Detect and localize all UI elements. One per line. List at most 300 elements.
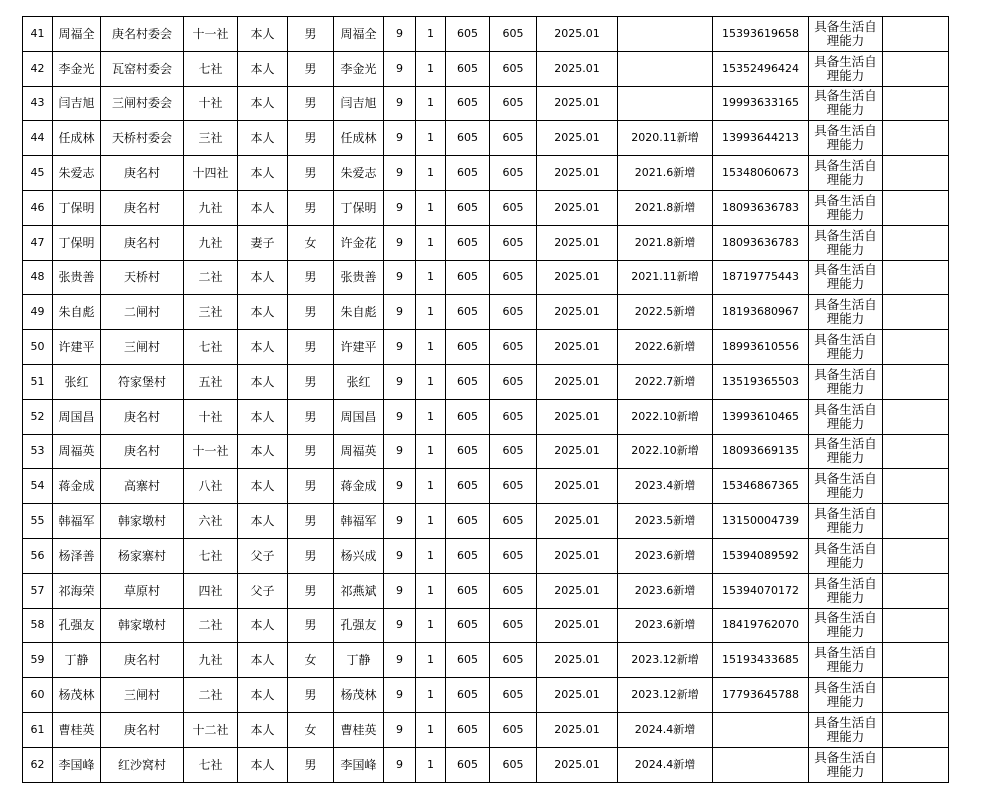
cell-village: 红沙窝村 <box>101 747 184 782</box>
cell-note: 2020.11新增 <box>618 121 713 156</box>
cell-remark <box>883 678 949 713</box>
cell-phone: 17793645788 <box>713 678 809 713</box>
table-row <box>23 504 949 539</box>
cell-applicant-name: 朱自彪 <box>53 295 101 330</box>
cell-remark <box>883 608 949 643</box>
cell-remark <box>883 747 949 782</box>
cell-phone: 18093636783 <box>713 190 809 225</box>
cell-value-b: 1 <box>416 747 446 782</box>
cell-ability: 具备生活自理能力 <box>809 156 883 191</box>
cell-value-b: 1 <box>416 17 446 52</box>
cell-group: 三社 <box>184 295 238 330</box>
cell-member-name: 朱自彪 <box>334 295 384 330</box>
records-table-body <box>23 17 949 783</box>
cell-gender: 男 <box>288 51 334 86</box>
cell-amount-b: 605 <box>490 190 537 225</box>
cell-note: 2023.6新增 <box>618 608 713 643</box>
cell-member-name: 曹桂英 <box>334 712 384 747</box>
cell-date: 2025.01 <box>537 260 618 295</box>
cell-member-name: 韩福军 <box>334 504 384 539</box>
cell-note <box>618 86 713 121</box>
cell-row-number: 44 <box>23 121 53 156</box>
cell-ability: 具备生活自理能力 <box>809 678 883 713</box>
cell-relation: 本人 <box>238 747 288 782</box>
cell-applicant-name: 丁静 <box>53 643 101 678</box>
cell-ability: 具备生活自理能力 <box>809 573 883 608</box>
cell-remark <box>883 399 949 434</box>
cell-remark <box>883 51 949 86</box>
cell-value-b: 1 <box>416 643 446 678</box>
cell-value-a: 9 <box>384 608 416 643</box>
cell-amount-a: 605 <box>446 399 490 434</box>
cell-gender: 男 <box>288 17 334 52</box>
cell-gender: 女 <box>288 225 334 260</box>
cell-date: 2025.01 <box>537 608 618 643</box>
cell-remark <box>883 538 949 573</box>
cell-amount-b: 605 <box>490 364 537 399</box>
cell-value-a: 9 <box>384 538 416 573</box>
cell-note: 2023.5新增 <box>618 504 713 539</box>
cell-amount-b: 605 <box>490 643 537 678</box>
cell-note: 2023.6新增 <box>618 573 713 608</box>
cell-village: 庚名村 <box>101 643 184 678</box>
cell-date: 2025.01 <box>537 86 618 121</box>
records-table <box>22 16 949 783</box>
cell-village: 庚名村 <box>101 190 184 225</box>
cell-remark <box>883 17 949 52</box>
cell-value-a: 9 <box>384 17 416 52</box>
cell-value-a: 9 <box>384 747 416 782</box>
cell-note: 2023.4新增 <box>618 469 713 504</box>
cell-value-b: 1 <box>416 712 446 747</box>
cell-applicant-name: 周福英 <box>53 434 101 469</box>
cell-village: 高寨村 <box>101 469 184 504</box>
cell-relation: 本人 <box>238 295 288 330</box>
table-row <box>23 643 949 678</box>
cell-remark <box>883 434 949 469</box>
cell-remark <box>883 86 949 121</box>
table-row <box>23 121 949 156</box>
cell-phone <box>713 712 809 747</box>
cell-village: 三闸村委会 <box>101 86 184 121</box>
cell-amount-b: 605 <box>490 260 537 295</box>
cell-gender: 男 <box>288 156 334 191</box>
cell-value-a: 9 <box>384 190 416 225</box>
cell-remark <box>883 504 949 539</box>
cell-applicant-name: 杨泽善 <box>53 538 101 573</box>
cell-relation: 本人 <box>238 190 288 225</box>
cell-relation: 本人 <box>238 434 288 469</box>
cell-note: 2021.8新增 <box>618 225 713 260</box>
cell-value-a: 9 <box>384 678 416 713</box>
cell-amount-b: 605 <box>490 573 537 608</box>
cell-note: 2022.10新增 <box>618 399 713 434</box>
cell-note: 2024.4新增 <box>618 712 713 747</box>
cell-member-name: 朱爱志 <box>334 156 384 191</box>
cell-phone: 15193433685 <box>713 643 809 678</box>
cell-village: 庚名村委会 <box>101 17 184 52</box>
cell-row-number: 48 <box>23 260 53 295</box>
cell-value-a: 9 <box>384 573 416 608</box>
cell-note: 2023.12新增 <box>618 643 713 678</box>
cell-ability: 具备生活自理能力 <box>809 121 883 156</box>
cell-relation: 本人 <box>238 678 288 713</box>
cell-member-name: 李金光 <box>334 51 384 86</box>
cell-member-name: 孔强友 <box>334 608 384 643</box>
cell-village: 庚名村 <box>101 712 184 747</box>
cell-value-b: 1 <box>416 225 446 260</box>
cell-group: 十一社 <box>184 434 238 469</box>
cell-row-number: 59 <box>23 643 53 678</box>
cell-amount-b: 605 <box>490 469 537 504</box>
cell-phone: 19993633165 <box>713 86 809 121</box>
cell-relation: 本人 <box>238 86 288 121</box>
cell-note: 2021.6新增 <box>618 156 713 191</box>
cell-gender: 男 <box>288 538 334 573</box>
table-row <box>23 156 949 191</box>
cell-note <box>618 51 713 86</box>
cell-row-number: 47 <box>23 225 53 260</box>
cell-amount-a: 605 <box>446 190 490 225</box>
cell-note <box>618 17 713 52</box>
cell-applicant-name: 曹桂英 <box>53 712 101 747</box>
cell-applicant-name: 李金光 <box>53 51 101 86</box>
table-row <box>23 295 949 330</box>
cell-relation: 本人 <box>238 643 288 678</box>
cell-amount-a: 605 <box>446 538 490 573</box>
cell-amount-a: 605 <box>446 678 490 713</box>
cell-village: 符家堡村 <box>101 364 184 399</box>
cell-value-a: 9 <box>384 643 416 678</box>
cell-applicant-name: 闫吉旭 <box>53 86 101 121</box>
cell-group: 十社 <box>184 399 238 434</box>
cell-amount-a: 605 <box>446 330 490 365</box>
cell-value-b: 1 <box>416 295 446 330</box>
cell-value-b: 1 <box>416 678 446 713</box>
cell-gender: 男 <box>288 399 334 434</box>
cell-ability: 具备生活自理能力 <box>809 712 883 747</box>
cell-group: 十二社 <box>184 712 238 747</box>
cell-gender: 男 <box>288 747 334 782</box>
cell-amount-a: 605 <box>446 17 490 52</box>
cell-date: 2025.01 <box>537 225 618 260</box>
cell-gender: 男 <box>288 469 334 504</box>
cell-ability: 具备生活自理能力 <box>809 86 883 121</box>
cell-group: 四社 <box>184 573 238 608</box>
cell-village: 天桥村委会 <box>101 121 184 156</box>
cell-date: 2025.01 <box>537 51 618 86</box>
cell-ability: 具备生活自理能力 <box>809 51 883 86</box>
cell-remark <box>883 156 949 191</box>
cell-phone: 18093636783 <box>713 225 809 260</box>
cell-value-b: 1 <box>416 573 446 608</box>
cell-amount-b: 605 <box>490 330 537 365</box>
cell-ability: 具备生活自理能力 <box>809 434 883 469</box>
cell-member-name: 祁燕斌 <box>334 573 384 608</box>
cell-gender: 男 <box>288 608 334 643</box>
table-row <box>23 364 949 399</box>
cell-row-number: 41 <box>23 17 53 52</box>
cell-value-a: 9 <box>384 260 416 295</box>
cell-amount-b: 605 <box>490 434 537 469</box>
cell-ability: 具备生活自理能力 <box>809 643 883 678</box>
cell-group: 七社 <box>184 538 238 573</box>
cell-row-number: 53 <box>23 434 53 469</box>
cell-phone: 15346867365 <box>713 469 809 504</box>
cell-amount-a: 605 <box>446 121 490 156</box>
cell-phone: 13150004739 <box>713 504 809 539</box>
cell-ability: 具备生活自理能力 <box>809 330 883 365</box>
cell-member-name: 蒋金成 <box>334 469 384 504</box>
table-row <box>23 747 949 782</box>
cell-group: 十一社 <box>184 17 238 52</box>
cell-ability: 具备生活自理能力 <box>809 608 883 643</box>
cell-phone: 13993644213 <box>713 121 809 156</box>
cell-member-name: 张贵善 <box>334 260 384 295</box>
cell-remark <box>883 260 949 295</box>
cell-phone: 18993610556 <box>713 330 809 365</box>
cell-row-number: 49 <box>23 295 53 330</box>
cell-village: 庚名村 <box>101 156 184 191</box>
cell-value-a: 9 <box>384 121 416 156</box>
table-row <box>23 330 949 365</box>
cell-gender: 男 <box>288 86 334 121</box>
cell-member-name: 闫吉旭 <box>334 86 384 121</box>
cell-value-a: 9 <box>384 156 416 191</box>
table-row <box>23 434 949 469</box>
cell-date: 2025.01 <box>537 712 618 747</box>
cell-remark <box>883 573 949 608</box>
cell-amount-a: 605 <box>446 573 490 608</box>
cell-remark <box>883 364 949 399</box>
cell-ability: 具备生活自理能力 <box>809 399 883 434</box>
cell-amount-b: 605 <box>490 399 537 434</box>
cell-relation: 父子 <box>238 573 288 608</box>
cell-gender: 男 <box>288 295 334 330</box>
cell-group: 九社 <box>184 190 238 225</box>
cell-group: 二社 <box>184 608 238 643</box>
cell-group: 七社 <box>184 330 238 365</box>
cell-note: 2023.6新增 <box>618 538 713 573</box>
cell-value-b: 1 <box>416 399 446 434</box>
table-row <box>23 86 949 121</box>
cell-group: 九社 <box>184 225 238 260</box>
cell-phone: 15393619658 <box>713 17 809 52</box>
cell-group: 十社 <box>184 86 238 121</box>
cell-gender: 男 <box>288 678 334 713</box>
cell-member-name: 杨兴成 <box>334 538 384 573</box>
cell-ability: 具备生活自理能力 <box>809 747 883 782</box>
cell-note: 2021.11新增 <box>618 260 713 295</box>
cell-amount-b: 605 <box>490 504 537 539</box>
cell-note: 2022.5新增 <box>618 295 713 330</box>
cell-amount-b: 605 <box>490 538 537 573</box>
cell-note: 2023.12新增 <box>618 678 713 713</box>
cell-row-number: 62 <box>23 747 53 782</box>
cell-member-name: 丁保明 <box>334 190 384 225</box>
cell-applicant-name: 杨茂林 <box>53 678 101 713</box>
cell-amount-a: 605 <box>446 504 490 539</box>
cell-phone: 15394070172 <box>713 573 809 608</box>
cell-group: 九社 <box>184 643 238 678</box>
cell-date: 2025.01 <box>537 504 618 539</box>
cell-gender: 女 <box>288 712 334 747</box>
cell-applicant-name: 丁保明 <box>53 225 101 260</box>
cell-remark <box>883 295 949 330</box>
cell-ability: 具备生活自理能力 <box>809 364 883 399</box>
cell-value-a: 9 <box>384 712 416 747</box>
cell-amount-b: 605 <box>490 121 537 156</box>
cell-relation: 本人 <box>238 364 288 399</box>
cell-gender: 男 <box>288 190 334 225</box>
cell-applicant-name: 李国峰 <box>53 747 101 782</box>
cell-applicant-name: 周福全 <box>53 17 101 52</box>
cell-phone: 13993610465 <box>713 399 809 434</box>
cell-applicant-name: 蒋金成 <box>53 469 101 504</box>
cell-date: 2025.01 <box>537 747 618 782</box>
cell-member-name: 周国昌 <box>334 399 384 434</box>
cell-relation: 本人 <box>238 121 288 156</box>
cell-group: 六社 <box>184 504 238 539</box>
cell-village: 庚名村 <box>101 434 184 469</box>
cell-ability: 具备生活自理能力 <box>809 295 883 330</box>
cell-row-number: 46 <box>23 190 53 225</box>
cell-value-b: 1 <box>416 538 446 573</box>
cell-gender: 男 <box>288 364 334 399</box>
cell-value-a: 9 <box>384 86 416 121</box>
cell-amount-b: 605 <box>490 156 537 191</box>
table-row <box>23 225 949 260</box>
cell-value-a: 9 <box>384 364 416 399</box>
cell-value-a: 9 <box>384 225 416 260</box>
cell-value-b: 1 <box>416 330 446 365</box>
cell-date: 2025.01 <box>537 573 618 608</box>
cell-member-name: 周福全 <box>334 17 384 52</box>
cell-group: 三社 <box>184 121 238 156</box>
cell-amount-a: 605 <box>446 156 490 191</box>
cell-amount-b: 605 <box>490 17 537 52</box>
cell-applicant-name: 孔强友 <box>53 608 101 643</box>
cell-value-b: 1 <box>416 504 446 539</box>
cell-phone: 18093669135 <box>713 434 809 469</box>
cell-date: 2025.01 <box>537 538 618 573</box>
cell-row-number: 58 <box>23 608 53 643</box>
cell-group: 十四社 <box>184 156 238 191</box>
cell-amount-a: 605 <box>446 643 490 678</box>
cell-member-name: 张红 <box>334 364 384 399</box>
cell-applicant-name: 韩福军 <box>53 504 101 539</box>
cell-ability: 具备生活自理能力 <box>809 225 883 260</box>
cell-value-b: 1 <box>416 364 446 399</box>
cell-applicant-name: 任成林 <box>53 121 101 156</box>
cell-amount-a: 605 <box>446 51 490 86</box>
cell-phone: 18419762070 <box>713 608 809 643</box>
table-row <box>23 399 949 434</box>
cell-gender: 女 <box>288 643 334 678</box>
table-row <box>23 17 949 52</box>
cell-ability: 具备生活自理能力 <box>809 260 883 295</box>
cell-relation: 本人 <box>238 399 288 434</box>
cell-value-a: 9 <box>384 434 416 469</box>
cell-date: 2025.01 <box>537 469 618 504</box>
cell-phone: 15352496424 <box>713 51 809 86</box>
cell-relation: 妻子 <box>238 225 288 260</box>
cell-value-a: 9 <box>384 399 416 434</box>
cell-value-a: 9 <box>384 295 416 330</box>
cell-phone: 15348060673 <box>713 156 809 191</box>
cell-amount-a: 605 <box>446 364 490 399</box>
cell-value-b: 1 <box>416 469 446 504</box>
cell-group: 八社 <box>184 469 238 504</box>
cell-gender: 男 <box>288 330 334 365</box>
cell-remark <box>883 469 949 504</box>
cell-village: 三闸村 <box>101 330 184 365</box>
cell-date: 2025.01 <box>537 295 618 330</box>
table-row <box>23 573 949 608</box>
table-row <box>23 712 949 747</box>
cell-member-name: 许金花 <box>334 225 384 260</box>
cell-amount-a: 605 <box>446 712 490 747</box>
cell-group: 二社 <box>184 678 238 713</box>
cell-member-name: 任成林 <box>334 121 384 156</box>
cell-gender: 男 <box>288 260 334 295</box>
cell-date: 2025.01 <box>537 364 618 399</box>
cell-relation: 本人 <box>238 608 288 643</box>
cell-remark <box>883 225 949 260</box>
cell-relation: 本人 <box>238 156 288 191</box>
cell-remark <box>883 643 949 678</box>
cell-date: 2025.01 <box>537 330 618 365</box>
cell-amount-b: 605 <box>490 608 537 643</box>
cell-applicant-name: 许建平 <box>53 330 101 365</box>
table-row <box>23 608 949 643</box>
cell-date: 2025.01 <box>537 17 618 52</box>
cell-row-number: 57 <box>23 573 53 608</box>
cell-applicant-name: 周国昌 <box>53 399 101 434</box>
cell-row-number: 50 <box>23 330 53 365</box>
cell-value-a: 9 <box>384 504 416 539</box>
cell-value-b: 1 <box>416 434 446 469</box>
cell-relation: 父子 <box>238 538 288 573</box>
cell-gender: 男 <box>288 504 334 539</box>
cell-group: 五社 <box>184 364 238 399</box>
cell-row-number: 43 <box>23 86 53 121</box>
cell-member-name: 周福英 <box>334 434 384 469</box>
cell-remark <box>883 190 949 225</box>
cell-note: 2021.8新增 <box>618 190 713 225</box>
cell-value-b: 1 <box>416 121 446 156</box>
cell-amount-a: 605 <box>446 225 490 260</box>
cell-phone <box>713 747 809 782</box>
cell-value-a: 9 <box>384 330 416 365</box>
table-row <box>23 678 949 713</box>
cell-village: 草原村 <box>101 573 184 608</box>
cell-gender: 男 <box>288 121 334 156</box>
cell-amount-b: 605 <box>490 712 537 747</box>
cell-ability: 具备生活自理能力 <box>809 190 883 225</box>
cell-relation: 本人 <box>238 330 288 365</box>
cell-value-b: 1 <box>416 156 446 191</box>
cell-village: 庚名村 <box>101 225 184 260</box>
cell-value-b: 1 <box>416 86 446 121</box>
cell-amount-b: 605 <box>490 295 537 330</box>
cell-phone: 18719775443 <box>713 260 809 295</box>
cell-relation: 本人 <box>238 504 288 539</box>
cell-member-name: 许建平 <box>334 330 384 365</box>
cell-date: 2025.01 <box>537 643 618 678</box>
cell-remark <box>883 121 949 156</box>
cell-phone: 13519365503 <box>713 364 809 399</box>
